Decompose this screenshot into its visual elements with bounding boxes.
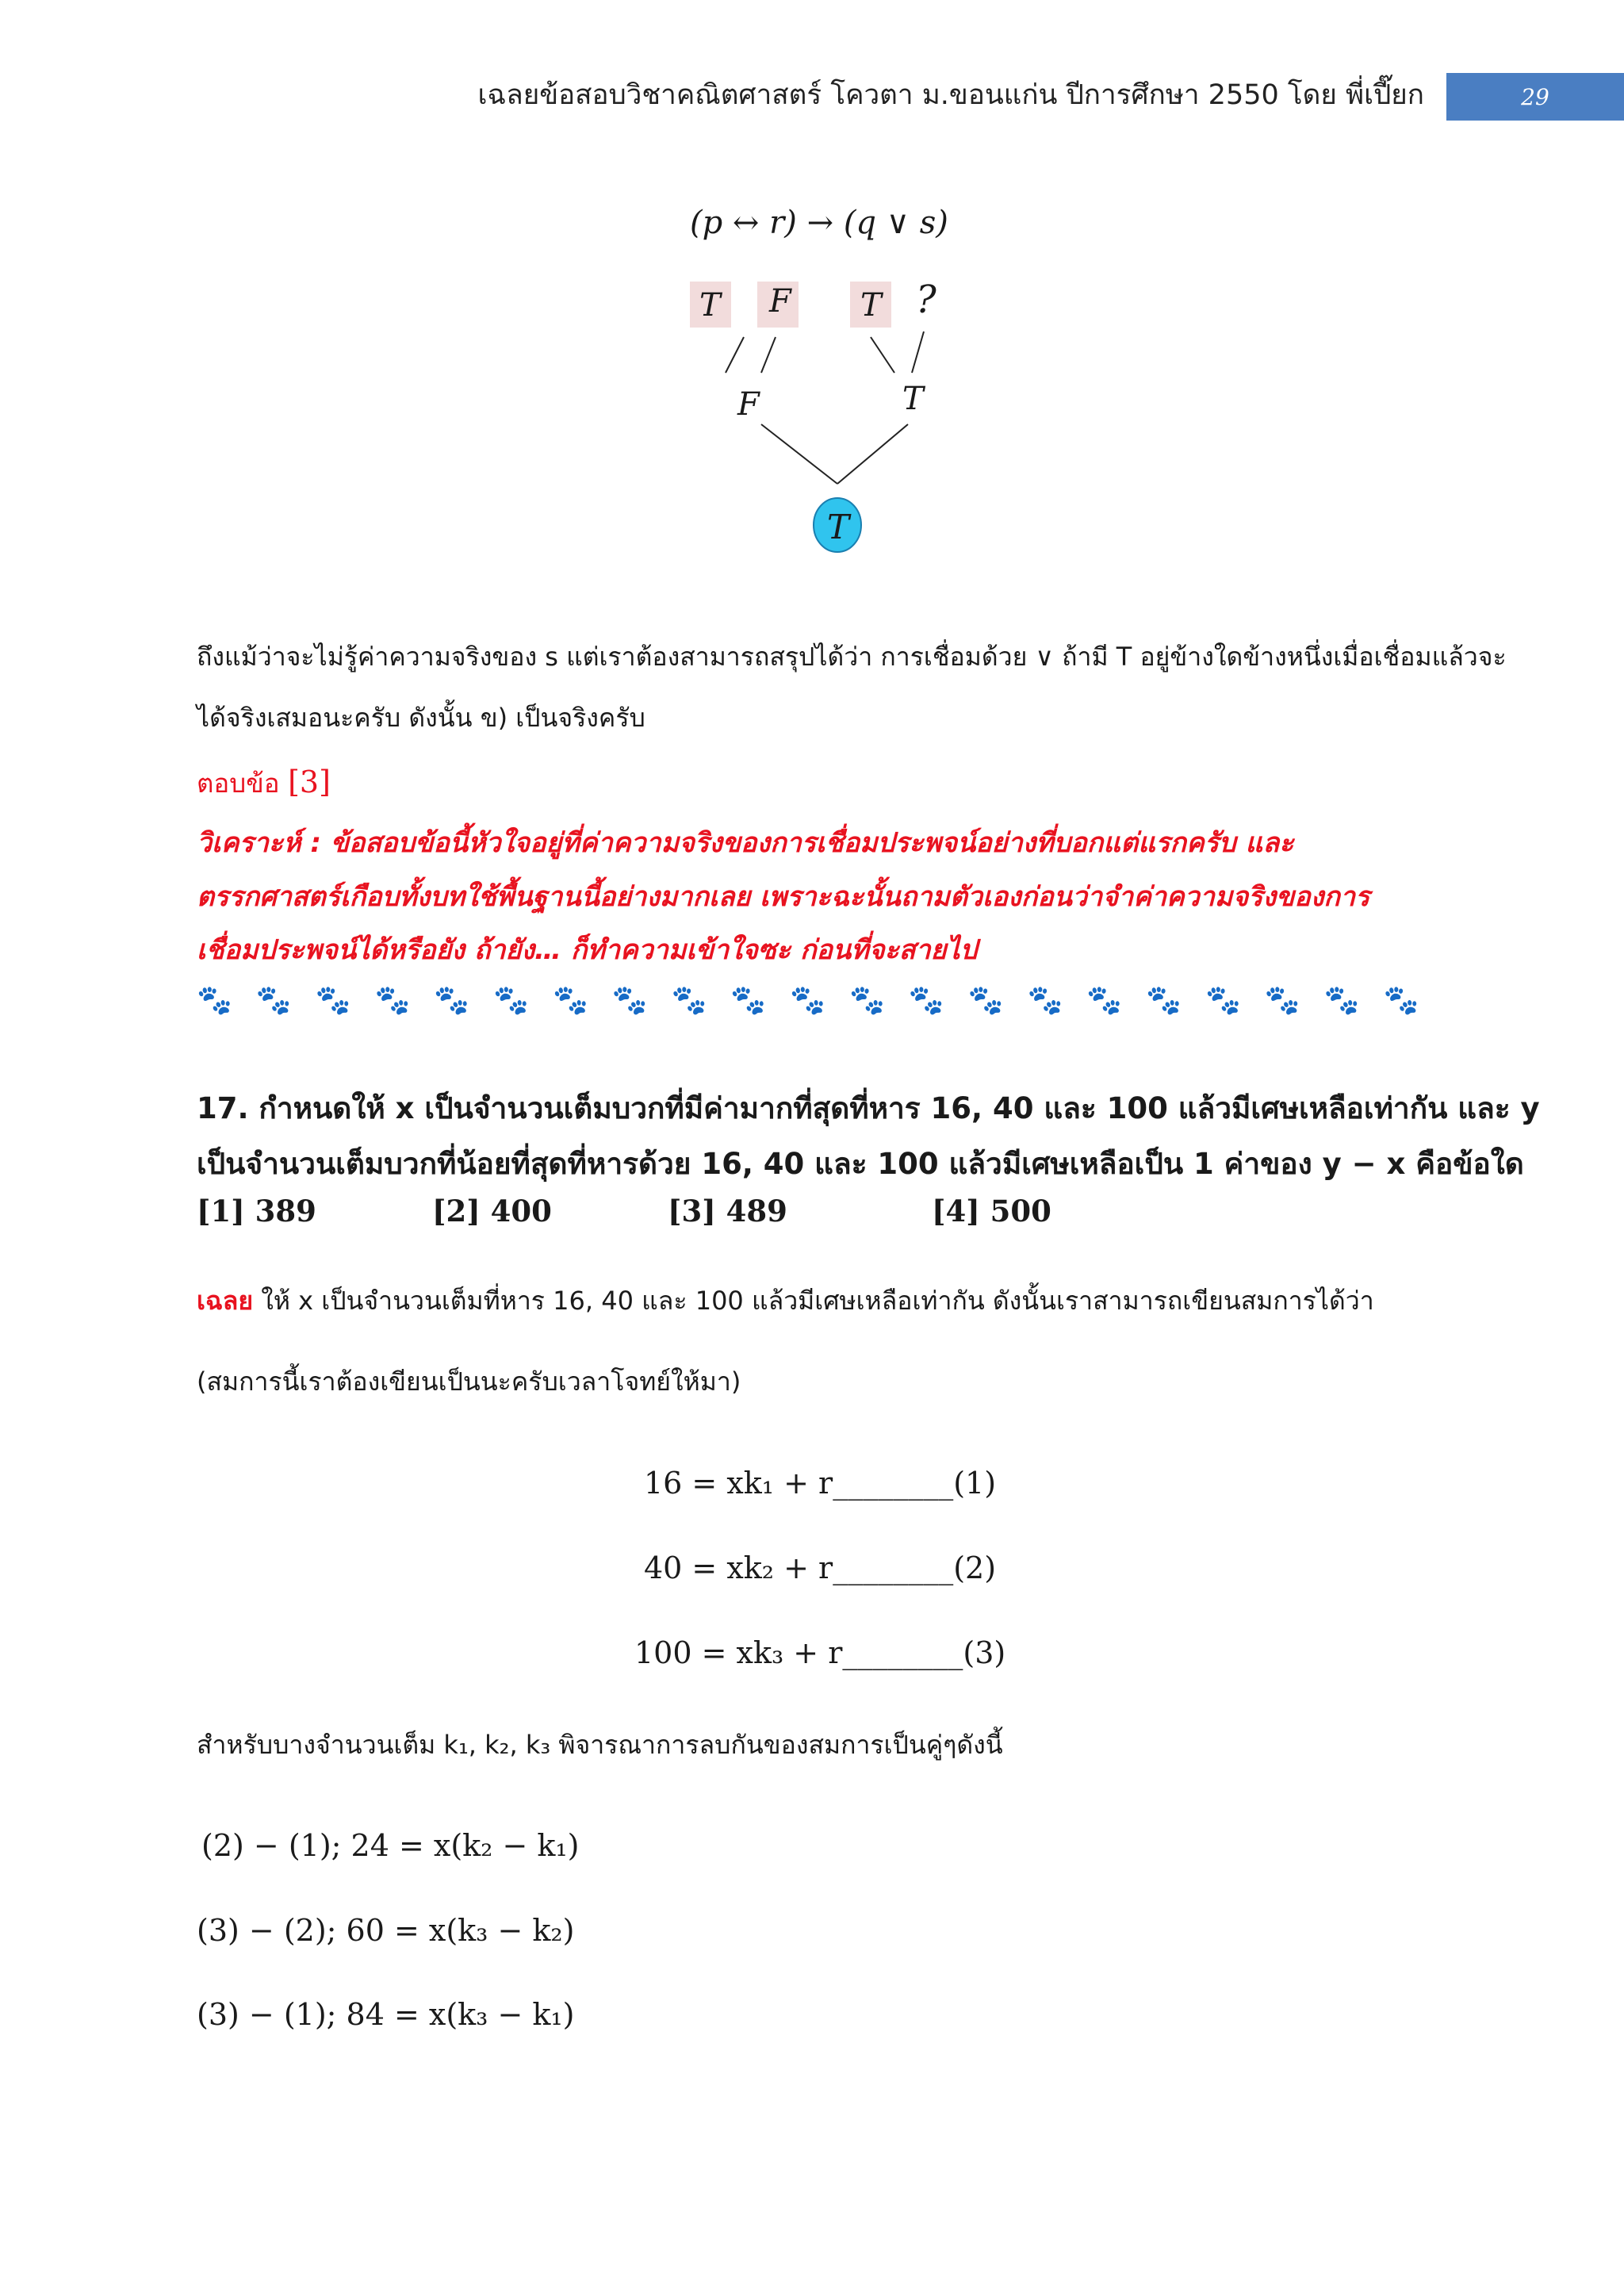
tree-leaf-p: T [699,287,721,324]
analysis-line-2: ตรรกศาสตร์เกือบทั้งบทใช้พื้นฐานนี้อย่างมากเลย เพราะฉะนั้นถามตัวเองก่อนว่าจำค่าความจริงของการ [197,881,1370,913]
equation-2: 40 = xk₂ + r________(2) [644,1550,997,1585]
page-header-title: เฉลยข้อสอบวิชาคณิตศาสตร์ โควตา ม.ขอนแก่น ปีการศึกษา 2550 โดย พี่เปี๊ยก [477,79,1424,111]
tree-node-biconditional: F [737,386,760,423]
answer-label: ตอบข้อ [197,768,280,799]
choice-1: [1] 389 [197,1194,316,1228]
tree-node-disjunction: T [902,381,924,417]
solution-line-3: สำหรับบางจำนวนเต็ม k₁, k₂, k₃ พิจารณาการลบกันของสมการเป็นคู่ๆดังนี้ [197,1730,1003,1760]
tree-result: T [827,508,850,546]
choice-4: [4] 500 [932,1194,1051,1228]
difference-1: (2) − (1); 24 = x(k₂ − k₁) [201,1828,580,1863]
solution-line-1 [197,1285,1374,1318]
question-17-line-1: 17. กำหนดให้ x เป็นจำนวนเต็มบวกที่มีค่ามากที่สุดที่หาร 16, 40 และ 100 แล้วมีเศษเหลือเท่ากัน และ y [197,1091,1540,1125]
explanation-line-1: ถึงแม้ว่าจะไม่รู้ค่าความจริงของ s แต่เราต้องสามารถสรุปได้ว่า การเชื่อมด้วย ∨ ถ้ามี T อยู่ข้างใดข้างหนึ่งเมื่อเชื่อมแล้วจะ [197,642,1507,672]
analysis-line-1: วิเคราะห์ : ข้อสอบข้อนี้หัวใจอยู่ที่ค่าความจริงของการเชื่อมประพจน์อย่างที่บอกแต่แรกครับ และ [197,827,1294,859]
solution-line-1-text: ให้ x เป็นจำนวนเต็มที่หาร 16, 40 และ 100 แล้วมีเศษเหลือเท่ากัน ดังนั้นเราสามารถเขียนสมการได้ว่า [253,1286,1374,1316]
tree-leaf-q: T [860,287,882,324]
choice-3: [3] 489 [668,1194,787,1228]
paw-print-divider: 🐾🐾🐾🐾🐾🐾🐾🐾🐾🐾🐾🐾🐾🐾🐾🐾🐾🐾🐾🐾🐾 [197,984,1443,1017]
answer-value: [3] [288,765,331,799]
explanation-line-2: ได้จริงเสมอนะครับ ดังนั้น ข) เป็นจริงครับ [197,703,645,733]
difference-2: (3) − (2); 60 = x(k₃ − k₂) [197,1913,575,1948]
tree-leaf-r: F [769,283,791,320]
question-17-line-2: เป็นจำนวนเต็มบวกที่น้อยที่สุดที่หารด้วย 16, 40 และ 100 แล้วมีเศษเหลือเป็น 1 ค่าของ y − x คือข้อใด [197,1147,1524,1181]
logic-formula: (p ↔ r) → (q ∨ s) [690,205,948,241]
difference-3: (3) − (1); 84 = x(k₃ − k₁) [197,1997,575,2032]
analysis-line-3: เชื่อมประพจน์ได้หรือยัง ถ้ายัง… ก็ทำความเข้าใจซะ ก่อนที่จะสายไป [197,934,978,966]
answer-line [197,763,331,802]
choice-2: [2] 400 [432,1194,552,1228]
solution-label: เฉลย [197,1286,254,1316]
equation-1: 16 = xk₁ + r________(1) [644,1466,997,1501]
tree-leaf-s: ? [916,278,936,322]
page-number-badge: 29 [1446,73,1624,121]
equation-3: 100 = xk₃ + r________(3) [634,1635,1006,1670]
solution-line-2: (สมการนี้เราต้องเขียนเป็นนะครับเวลาโจทย์ให้มา) [197,1366,741,1397]
